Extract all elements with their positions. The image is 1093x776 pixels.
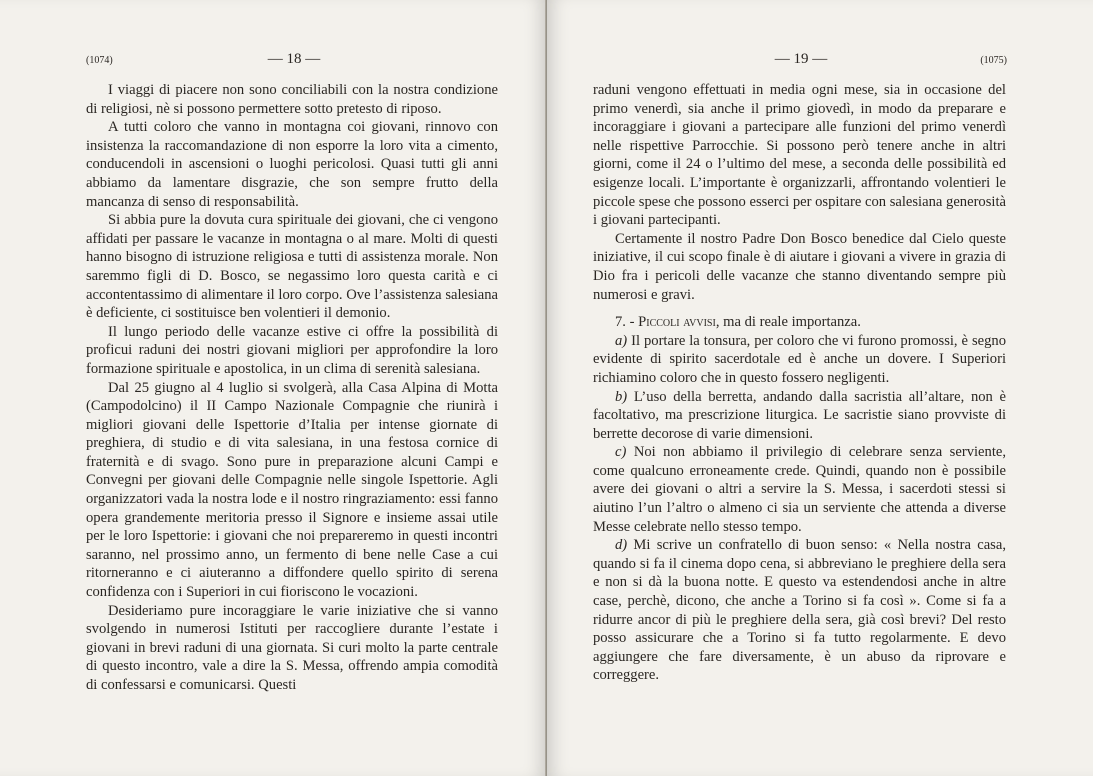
item-text: Il portare la tonsura, per coloro che vi furono promossi, è segno evidente di spirito sacerdotale ed è anche un dovere. I Superiori richiamino coloro che in questo fossero negligenti.	[593, 332, 1006, 386]
right-page-header	[595, 52, 1007, 70]
paragraph: A tutti coloro che vanno in montagna coi giovani, rinnovo con insistenza la raccomandazione di non esporre la loro vita a cimento, conducendoli in ascensioni o luoghi pericolosi. Quasi tutti gli anni abbiamo da lamentare disgrazie, che son sempre frutto della mancanza di senso di responsabilità.	[86, 119, 498, 210]
left-page-folio: — 18 —	[267, 51, 321, 67]
paragraph: Il lungo periodo delle vacanze estive ci offre la possibilità di proficui raduni dei nostri giovani migliori per approfondire la loro formazione spirituale e apostolica, in un clima di serenità salesiana.	[86, 323, 498, 377]
paragraph: Desideriamo pure incoraggiare le varie iniziative che si vanno svolgendo in numerosi Istituti per raccogliere durante l’estate i giovani in brevi raduni di una giornata. Si curi molto la parte centrale di questo incontro, vale a dire la S. Messa, offrendo ampia comodità di confessarsi e comunicarsi. Questi	[86, 602, 498, 693]
paragraph: Dal 25 giugno al 4 luglio si svolgerà, alla Casa Alpina di Motta (Campodolcino) il II Campo Nazionale Compagnie che riunirà i migliori giovani delle Ispettorie d’Italia per intense giornate di preghiera, di studio e di vita salesiana, in una festosa cornice di fraternità e di svago. Sono pure in preparazione alcuni Campi e Convegni per giovani delle Compagnie nelle singole Ispettorie. Agli organizzatori vada la nostra lode e il nostro ringraziamento: essi fanno opera grandemente meritoria presso il Signore e insieme assai utile per le loro Ispettorie: i giovani che noi prepareremo in questi incontri saranno, nel prossimo anno, un fermento di bene nelle Case a cui ritorneranno e ci aiuteranno a diffondere quello spirito di serena confidenza con i Superiori in cui fioriscono le vocazioni.	[86, 379, 498, 601]
item-text: Mi scrive un confratello di buon senso: « Nella nostra casa, quando si fa il cinema dopo cena, si abbreviano le preghiere della sera e non si dà la buona notte. E questo va estendendosi anche in altre case, perchè, dicono, che anche a Torino si fa così ». Come si fa a ridurre ancor di più le preghiere della sera, già così brevi? Del resto posso assicurare che a Torino si fa tutto regolarmente. E devo aggiungere che fare diversamente, è un abuso da riprovare e correggere.	[593, 537, 1006, 684]
item-letter: b)	[615, 388, 628, 405]
left-page-number: (1074)	[86, 55, 113, 66]
section-title: Piccoli avvisi	[638, 314, 716, 331]
left-page-header	[86, 52, 502, 70]
paragraph: I viaggi di piacere non sono conciliabili con la nostra condizione di religiosi, nè si possono permettere sotto pretesto di riposo.	[86, 82, 498, 117]
paragraph: raduni vengono effettuati in media ogni mese, sia in occasione del primo venerdì, sia anche il primo giovedì, in modo da preparare e incoraggiare i giovani a partecipare alle funzioni del primo venerdì nelle rispettive Parrocchie. Si possono però tenere anche in altri giorni, come il 24 o l’ultimo del mese, a seconda delle possibilità ed esigenze locali. L’importante è organizzarli, affrontando volentieri le piccole spese che possono esserci per ospitare con salesiana generosità i giovani partecipanti.	[593, 82, 1006, 229]
section-number: 7. -	[615, 314, 635, 331]
item-letter: d)	[615, 537, 628, 554]
paragraph: Si abbia pure la dovuta cura spirituale dei giovani, che ci vengono affidati per passare le vacanze in montagna o al mare. Molti di questi hanno bisogno di istruzione religiosa e tutti di assistenza morale. Non saremmo figli di D. Bosco, se negassimo loro questa carità e ci accontentassimo di alimentare il loro corpo. Ove l’assistenza salesiana è deficiente, ci sostituisce ben volentieri il demonio.	[86, 212, 498, 322]
list-item	[593, 388, 1006, 444]
right-page-number: (1075)	[980, 55, 1007, 66]
right-page-folio: — 19 —	[774, 51, 828, 67]
right-page-body	[593, 81, 1006, 685]
list-item	[593, 536, 1006, 685]
left-page-body	[86, 81, 498, 695]
item-text: Noi non abbiamo il privilegio di celebrare senza serviente, come qualcuno erroneamente crede. Quindi, quando non è possibile avere dei giovani o altri a servire la S. Messa, i sacerdoti stessi si aiutino l’un l’altro o almeno ci sia un serviente che attenda a diverse Messe celebrate nello stesso tempo.	[593, 444, 1006, 535]
section-subtitle: , ma di reale importanza.	[715, 314, 861, 331]
list-item	[593, 443, 1006, 536]
paragraph: Certamente il nostro Padre Don Bosco benedice dal Cielo queste iniziative, il cui scopo finale è di aiutare i giovani a vivere in grazia di Dio fra i pericoli delle vacanze che stanno diventando sempre più numerosi e gravi.	[593, 230, 1006, 303]
item-letter: c)	[615, 444, 627, 461]
section-heading	[593, 313, 1006, 332]
item-letter: a)	[615, 332, 628, 349]
item-text: L’uso della berretta, andando dalla sacristia all’altare, non è facoltativo, ma prescrizione liturgica. Le sacristie siano provviste di berrette decorose di varie dimensioni.	[593, 388, 1006, 442]
list-item	[593, 332, 1006, 388]
left-page	[0, 0, 546, 776]
